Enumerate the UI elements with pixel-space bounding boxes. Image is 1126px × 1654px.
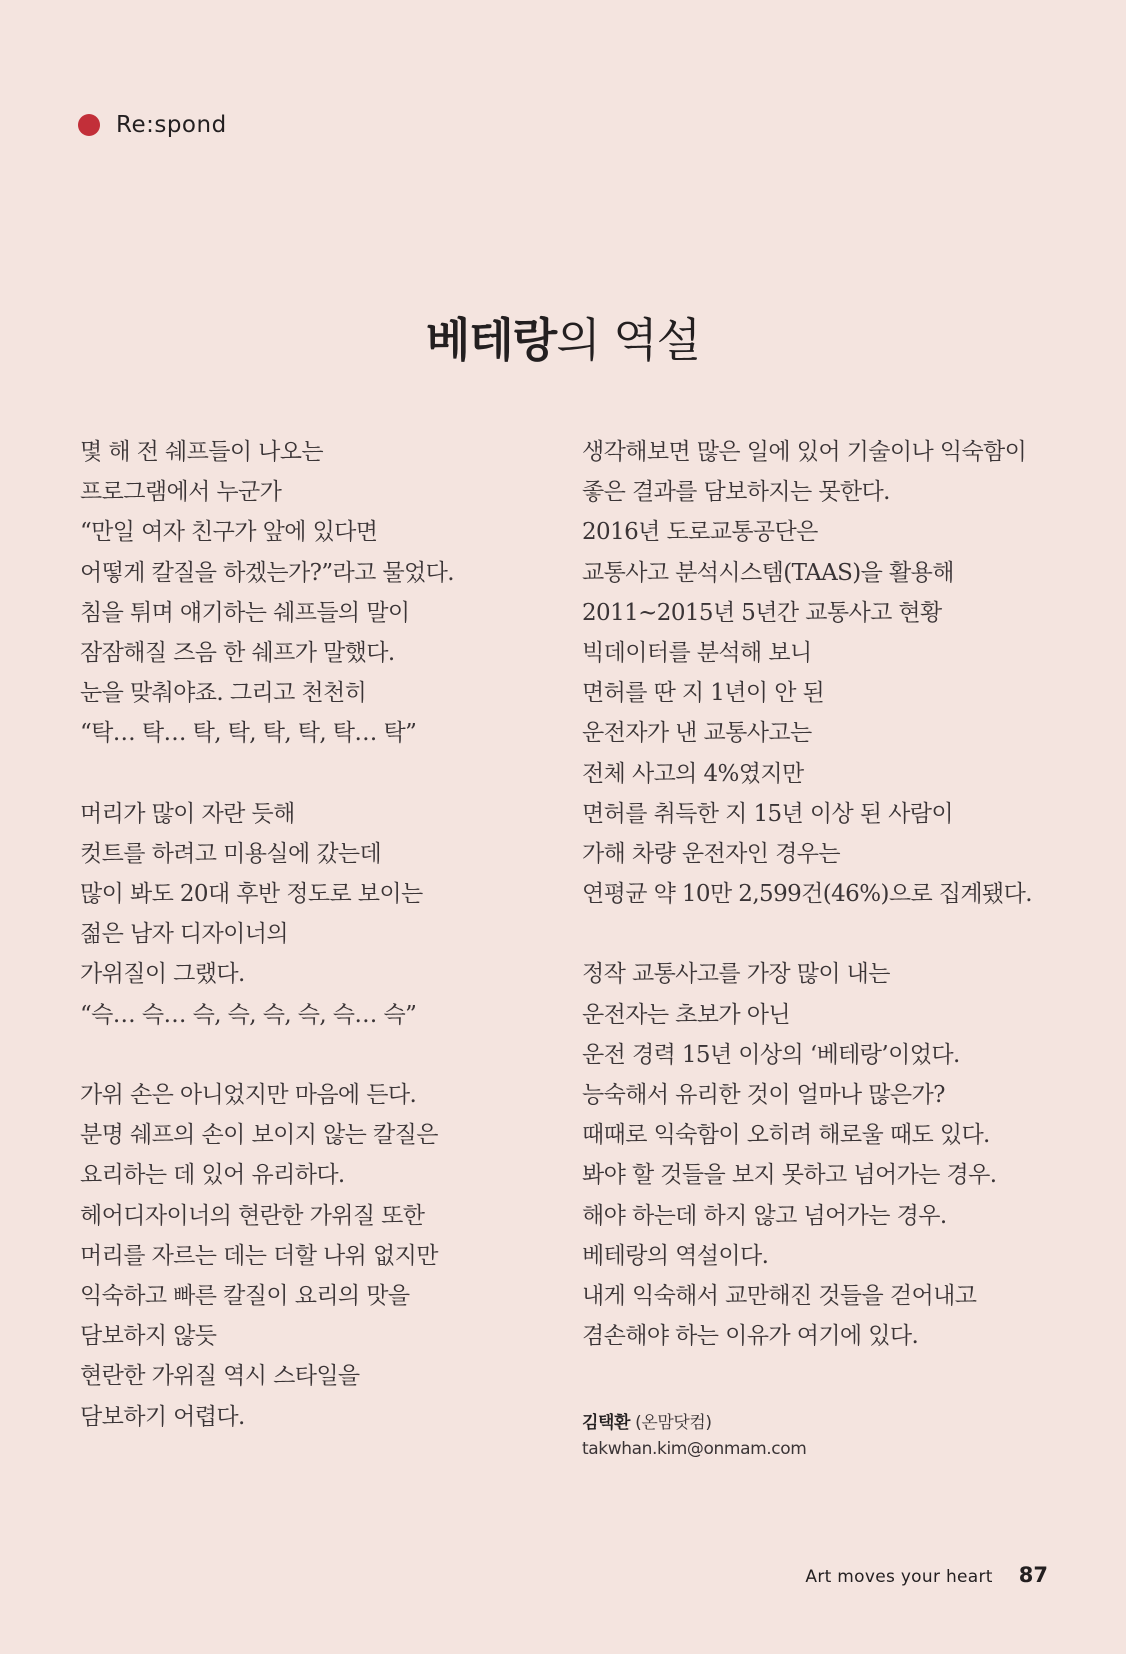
text-line: 가위질이 그랬다. <box>80 961 245 988</box>
article-title-rest: 의 역설 <box>556 313 701 367</box>
text-line: 담보하지 않듯 <box>80 1323 217 1350</box>
text-line: 잠잠해질 즈음 한 쉐프가 말했다. <box>80 639 395 666</box>
byline <box>582 1410 806 1462</box>
text-line: 교통사고 분석시스템(TAAS)을 활용해 <box>582 559 954 586</box>
text-line: “슥… 슥… 슥, 슥, 슥, 슥, 슥… 슥” <box>80 1001 417 1028</box>
text-line: 전체 사고의 4%였지만 <box>582 760 804 787</box>
text-line: 어떻게 칼질을 하겠는가?”라고 물었다. <box>80 559 455 586</box>
text-line: “만일 여자 친구가 앞에 있다면 <box>80 519 378 546</box>
text-line <box>80 754 520 794</box>
text-line: 컷트를 하려고 미용실에 갔는데 <box>80 840 382 867</box>
text-line: 분명 쉐프의 손이 보이지 않는 칼질은 <box>80 1122 438 1149</box>
text-line: 연평균 약 10만 2,599건(46%)으로 집계됐다. <box>582 881 1032 908</box>
text-line: 정작 교통사고를 가장 많이 내는 <box>582 961 890 988</box>
text-line: 운전자가 낸 교통사고는 <box>582 720 812 747</box>
text-line: 헤어디자이너의 현란한 가위질 또한 <box>80 1202 425 1229</box>
footer-tagline: Art moves your heart <box>805 1567 993 1587</box>
text-line: 면허를 취득한 지 15년 이상 된 사람이 <box>582 800 953 827</box>
text-line: 2011~2015년 5년간 교통사고 현황 <box>582 599 942 626</box>
left-column <box>80 432 520 1437</box>
author-affiliation: (온맘닷컴) <box>635 1413 712 1433</box>
section-label: Re:spond <box>116 112 227 138</box>
text-line: 머리를 자르는 데는 더할 나위 없지만 <box>80 1242 438 1269</box>
text-line: 베테랑의 역설이다. <box>582 1242 769 1269</box>
page-number: 87 <box>1018 1563 1048 1587</box>
text-line: 내게 익숙해서 교만해진 것들을 걷어내고 <box>582 1282 977 1309</box>
text-line: 눈을 맞춰야죠. 그리고 천천히 <box>80 680 367 707</box>
page-footer <box>805 1563 1048 1587</box>
text-line: 겸손해야 하는 이유가 여기에 있다. <box>582 1323 919 1350</box>
section-header <box>78 112 227 138</box>
text-line: 익숙하고 빠른 칼질이 요리의 맛을 <box>80 1282 410 1309</box>
text-line: 좋은 결과를 담보하지는 못한다. <box>582 479 890 506</box>
text-line: 운전 경력 15년 이상의 ‘베테랑’이었다. <box>582 1041 960 1068</box>
text-line <box>80 1035 520 1075</box>
text-line: 담보하기 어렵다. <box>80 1403 245 1430</box>
text-line: 프로그램에서 누군가 <box>80 479 282 506</box>
text-line: 면허를 딴 지 1년이 안 된 <box>582 680 825 707</box>
text-line: 때때로 익숙함이 오히려 해로울 때도 있다. <box>582 1122 990 1149</box>
author-name: 김택환 <box>582 1413 631 1433</box>
text-line: 빅데이터를 분석해 보니 <box>582 639 812 666</box>
text-line: 머리가 많이 자란 듯해 <box>80 800 295 827</box>
text-line: 가위 손은 아니었지만 마음에 든다. <box>80 1082 417 1108</box>
text-line: 현란한 가위질 역시 스타일을 <box>80 1363 360 1390</box>
text-line: 2016년 도로교통공단은 <box>582 519 818 546</box>
text-line: 능숙해서 유리한 것이 얼마나 많은가? <box>582 1082 945 1108</box>
text-line: 가해 차량 운전자인 경우는 <box>582 840 840 867</box>
author-email: takwhan.kim@onmam.com <box>582 1439 807 1459</box>
red-dot-icon <box>78 114 100 136</box>
article-title <box>0 304 1126 370</box>
text-line: 봐야 할 것들을 보지 못하고 넘어가는 경우. <box>582 1162 997 1189</box>
text-line: “탁… 탁… 탁, 탁, 탁, 탁, 탁… 탁” <box>80 720 417 747</box>
text-line: 생각해보면 많은 일에 있어 기술이나 익숙함이 <box>582 439 1027 465</box>
text-line <box>582 914 1052 954</box>
text-line: 많이 봐도 20대 후반 정도로 보이는 <box>80 881 423 908</box>
text-line: 몇 해 전 쉐프들이 나오는 <box>80 439 324 465</box>
text-line: 해야 하는데 하지 않고 넘어가는 경우. <box>582 1202 947 1229</box>
text-line: 침을 튀며 얘기하는 쉐프들의 말이 <box>80 599 410 626</box>
text-line: 젊은 남자 디자이너의 <box>80 921 288 948</box>
text-line: 운전자는 초보가 아닌 <box>582 1001 790 1028</box>
right-column <box>582 432 1052 1356</box>
text-line: 요리하는 데 있어 유리하다. <box>80 1162 345 1189</box>
article-title-strong: 베테랑 <box>425 313 557 367</box>
